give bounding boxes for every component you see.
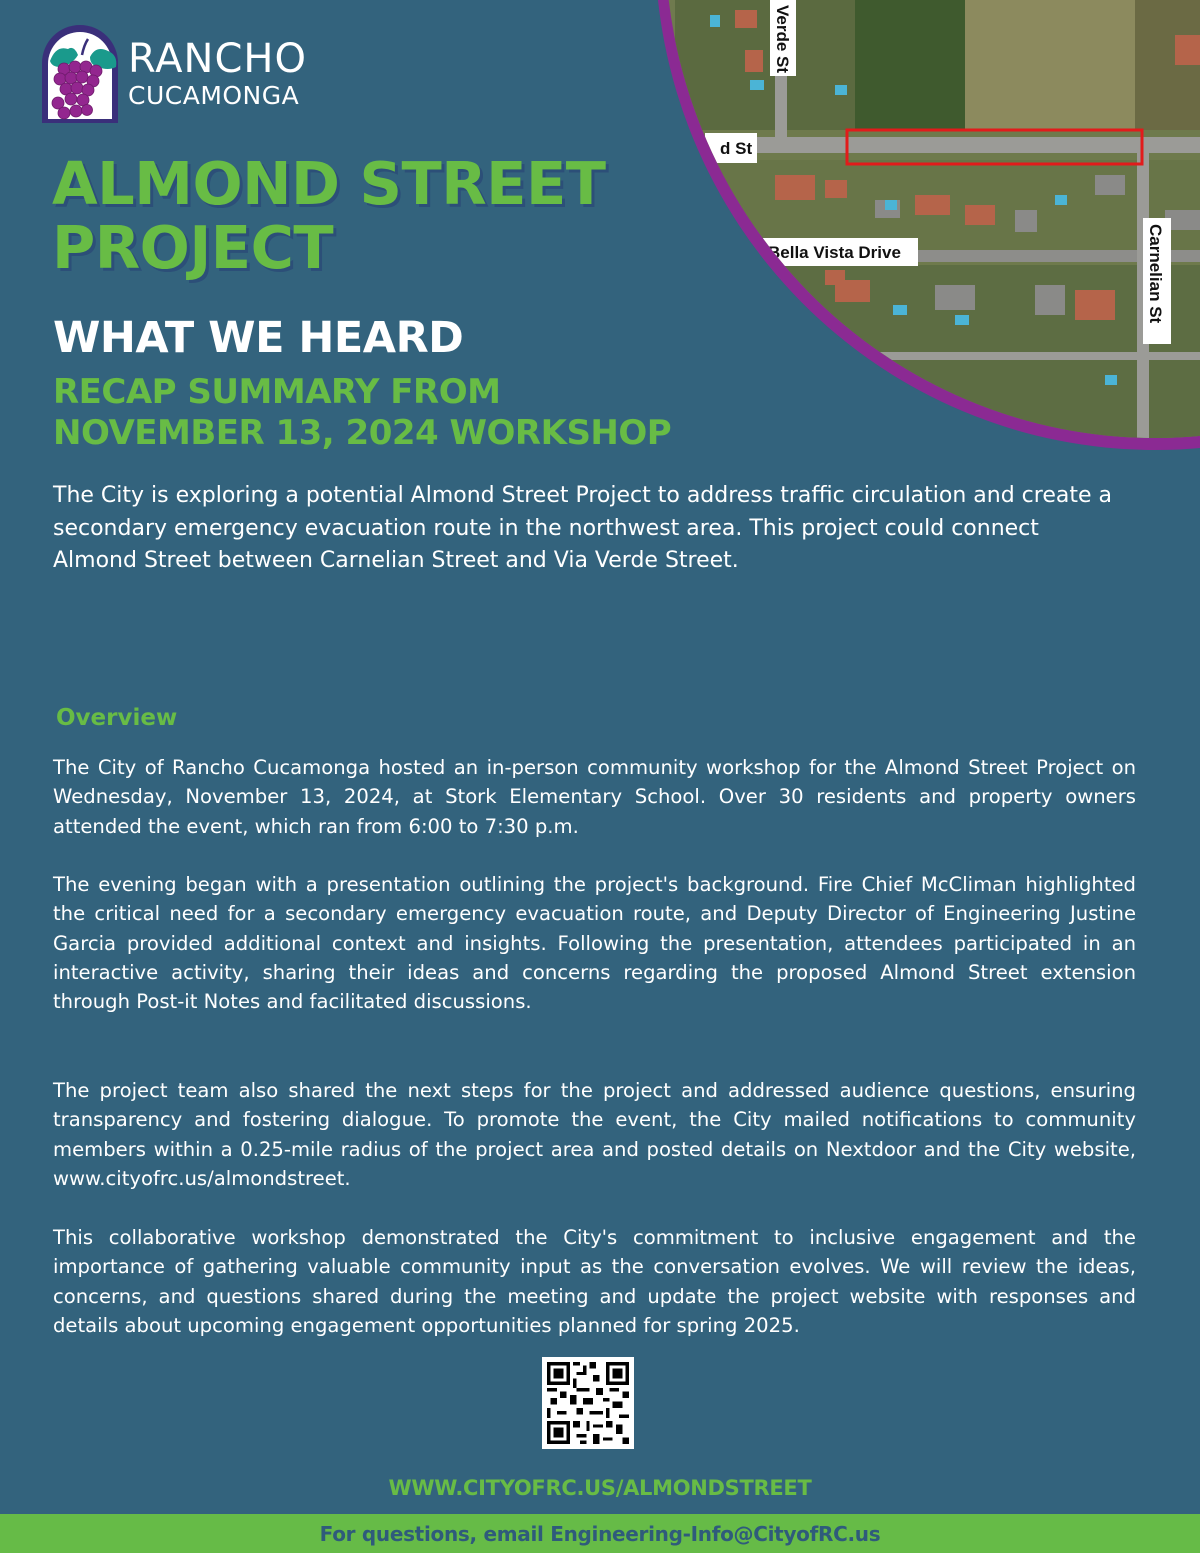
- svg-text:Verde St: Verde St: [773, 5, 792, 74]
- street-label-almond: [705, 133, 757, 163]
- street-label-bella-vista: [763, 238, 918, 266]
- intro-paragraph: The City is exploring a potential Almond Street Project to address traffic circulation and create a secondary emergency evacuation route in the northwest area. This project could connect Almond Street between Carnelian Street and Via Verde Street.: [53, 483, 1112, 573]
- project-area-map: [655, 0, 1200, 450]
- contact-email-text[interactable]: For questions, email Engineering-Info@CityofRC.us: [319, 1521, 881, 1546]
- recap-line-2: NOVEMBER 13, 2024 WORKSHOP: [53, 413, 672, 453]
- recap-line-1: RECAP SUMMARY FROM: [53, 372, 501, 412]
- page-title: [52, 149, 606, 282]
- city-logo: [38, 23, 307, 123]
- grapes-icon: [38, 23, 122, 123]
- svg-text:Carnelian St: Carnelian St: [1146, 224, 1165, 324]
- street-label-carnelian: [1143, 218, 1171, 344]
- overview-paragraph: The City of Rancho Cucamonga hosted an in-person community workshop for the Almond Street Project on Wednesday, November 13, 2024, at Stork Elementary School. Over 30 residents and property owners attended the event, which ran from 6:00 to 7:30 p.m.: [53, 756, 1136, 838]
- overview-heading: Overview: [56, 705, 178, 731]
- svg-text:Bella Vista Drive: Bella Vista Drive: [768, 243, 901, 262]
- footer-bar: [0, 1514, 1200, 1553]
- svg-text:d St: d St: [720, 139, 753, 158]
- aerial-map-image: [665, 0, 1200, 438]
- qr-code-icon: [547, 1362, 629, 1444]
- qr-code[interactable]: [542, 1357, 634, 1449]
- overview-paragraph: This collaborative workshop demonstrated the City's commitment to inclusive engagement and the importance of gathering valuable community input as the conversation evolves. We will review the ideas, concerns, and questions shared during the meeting and update the project website with responses and details about upcoming engagement opportunities planned for spring 2025.: [53, 1226, 1136, 1337]
- logo-wordmark: [128, 35, 307, 110]
- title-line-2: PROJECT: [52, 213, 334, 282]
- section-subtitle: WHAT WE HEARD: [53, 313, 464, 363]
- project-website-link[interactable]: WWW.CITYOFRC.US/ALMONDSTREET: [388, 1476, 812, 1500]
- aerial-map-canvas: [675, 0, 1200, 438]
- title-line-1: ALMOND STREET: [52, 149, 606, 218]
- overview-paragraph: The project team also shared the next steps for the project and addressed audience questions, ensuring transparency and fostering dialogue. To promote the event, the City mailed notifications to community members within a 0.25-mile radius of the project area and posted details on Nextdoor and the City website, www.cityofrc.us/almondstreet.: [53, 1079, 1136, 1190]
- overview-paragraph: The evening began with a presentation outlining the project's background. Fire Chief McCliman highlighted the critical need for a secondary emergency evacuation route, and Deputy Director of Engineering Justine Garcia provided additional context and insights. Following the presentation, attendees participated in an interactive activity, sharing their ideas and concerns regarding the proposed Almond Street extension through Post-it Notes and facilitated discussions.: [53, 873, 1136, 1014]
- recap-heading: [53, 372, 671, 454]
- logo-line-rancho: RANCHO: [128, 35, 307, 82]
- logo-line-cucamonga: CUCAMONGA: [128, 80, 300, 110]
- street-label-via-verde: [770, 0, 796, 76]
